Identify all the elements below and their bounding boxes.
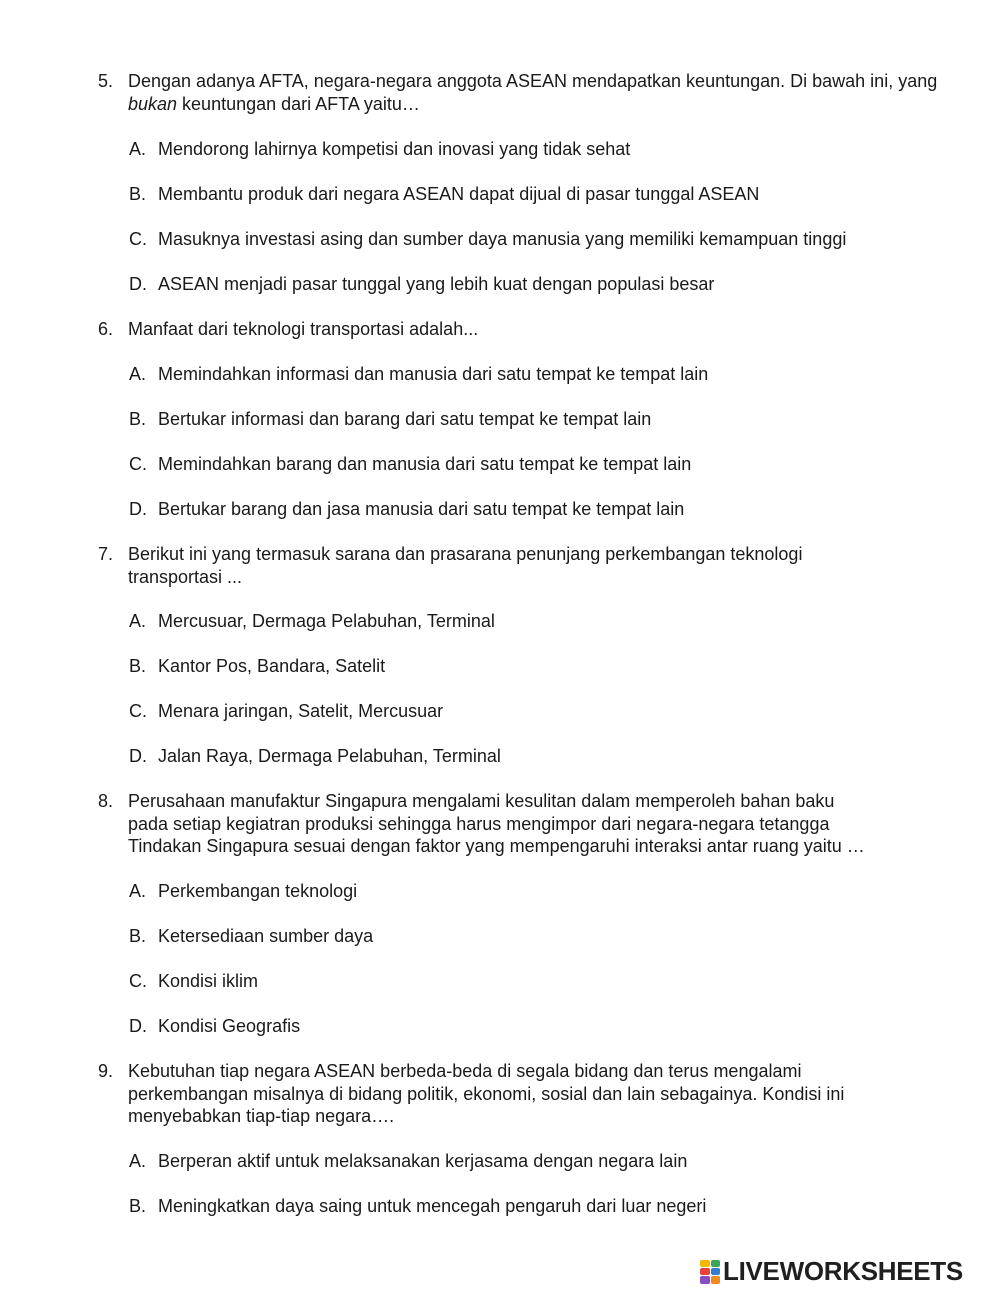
question-stem: Perusahaan manufaktur Singapura mengalami kesulitan dalam memperoleh bahan baku pada setiap kegiatran produksi sehingga harus mengimpor dari negara-negara tetangga Tindakan Singapura sesuai dengan faktor yang mempengaruhi interaksi antar ruang yaitu …	[128, 791, 865, 856]
logo-text: LIVEWORKSHEETS	[723, 1256, 963, 1286]
emphasis-word: bukan	[128, 93, 178, 114]
liveworksheets-logo-icon	[700, 1260, 720, 1284]
liveworksheets-logo[interactable]	[700, 1256, 963, 1287]
question-stem: Kebutuhan tiap negara ASEAN berbeda-beda di segala bidang dan terus mengalami perkembangan misalnya di bidang politik, ekonomi, sosial dan lain sebagainya. Kondisi ini menyebabkan tiap-tiap negara….	[128, 1061, 845, 1126]
worksheet-page: 5. Dengan adanya AFTA, negara-negara anggota ASEAN mendapatkan keuntungan. Di bawah ini, yang bukan keuntungan dari AFTA yaitu… A. Mendorong lahirnya kompetisi dan inovasi yang tidak sehat B. Membantu produk dari negara ASEAN dapat dijual di pasar tunggal ASEAN C. Masuknya investasi asing dan sumber daya manusia yang memiliki kemampuan tinggi D. ASEAN menjadi pasar tunggal yang lebih kuat dengan populasi besar 6. Manfaat dari teknologi transportasi adalah... A. Memindahkan informasi dan manusia dari satu tempat ke tempat lain B. Bertukar informasi dan barang dari satu tempat ke tempat lain C. Memindahkan barang dan manusia dari satu tempat ke tempat lain D. Bertukar barang dan jasa manusia dari satu tempat ke tempat lain 7. Berikut ini yang termasuk sarana dan prasarana penunjang perkembangan teknologi transportasi ... A. Mercusuar, Dermaga Pelabuhan, Terminal B. Kantor Pos, Bandara, Satelit C. Menara jaringan, Satelit, Mercusuar D. Jalan Raya, Dermaga Pelabuhan, Terminal 8. Perusahaan manufaktur Singapura mengalami kesulitan dalam memperoleh bahan baku pada setiap kegiatran produksi sehingga harus mengimpor dari negara-negara tetangga Tindakan Singapura sesuai dengan faktor yang mempengaruhi interaksi antar ruang yaitu … A. Perkembangan teknologi B. Ketersediaan sumber daya C. Kondisi iklim D. Kondisi Geografis 9. Kebutuhan tiap negara ASEAN berbeda-beda di segala bidang dan terus mengalami perkembangan misalnya di bidang politik, ekonomi, sosial dan lain sebagainya. Kondisi ini menyebabkan tiap-tiap negara…. A. Berperan aktif untuk melaksanakan kerjasama dengan negara lain B. Meningkatkan daya saing untuk mencegah pengaruh dari luar negeri LIVEWORKSHEETS	[98, 71, 963, 1286]
question-number: 9.	[98, 1061, 114, 1081]
question-stem: Dengan adanya AFTA, negara-negara anggota ASEAN mendapatkan keuntungan. Di bawah ini, yang bukan keuntungan dari AFTA yaitu…	[128, 71, 938, 114]
question-stem: Manfaat dari teknologi transportasi adalah...	[128, 319, 479, 339]
question-number: 7.	[98, 544, 114, 564]
question-number: 6.	[98, 319, 114, 339]
question-number: 8.	[98, 791, 114, 811]
question-stem: Berikut ini yang termasuk sarana dan prasarana penunjang perkembangan teknologi transportasi ...	[128, 544, 803, 587]
question-number: 5.	[98, 71, 114, 91]
